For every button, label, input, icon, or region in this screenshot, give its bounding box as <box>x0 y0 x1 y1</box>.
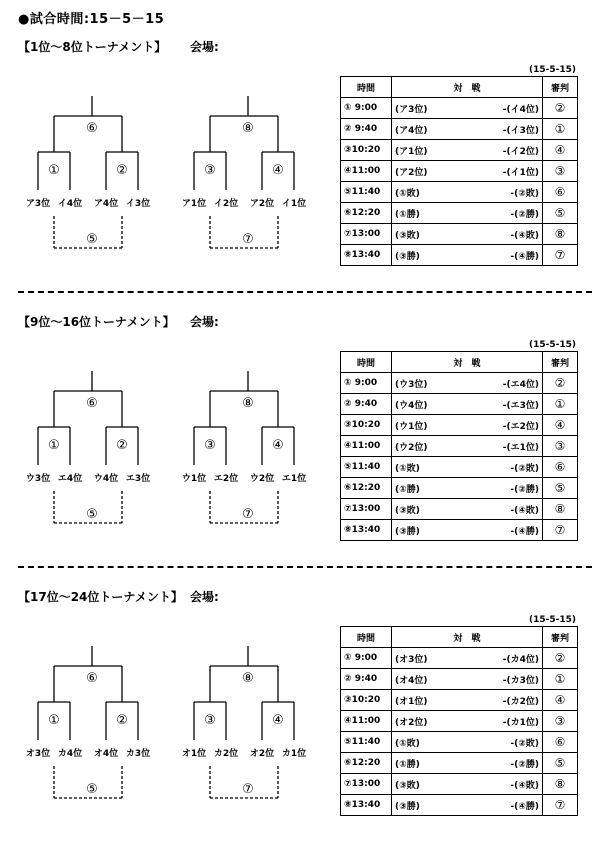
bracket-diagram <box>0 588 330 848</box>
match-team-b: -(④勝) <box>510 251 539 262</box>
match-cell <box>392 140 543 161</box>
bracket-team-label: エ2位 <box>213 474 239 484</box>
match-team-a: (①勝) <box>395 209 420 220</box>
referee-cell: ⑧ <box>543 499 578 520</box>
match-team-b: -(④勝) <box>510 526 539 537</box>
match-team-b: -(④敗) <box>510 780 539 791</box>
bracket-team-label: カ1位 <box>281 749 307 759</box>
table-row <box>341 119 578 140</box>
venue-label: 会場: <box>190 40 219 54</box>
match-team-b: -(④勝) <box>510 801 539 812</box>
match-team-b: -(カ4位) <box>502 654 539 665</box>
table-row <box>341 415 578 436</box>
bracket-team-label: エ4位 <box>57 474 83 484</box>
table-header-row <box>341 352 578 373</box>
match-time: ② 9:40 <box>341 669 392 690</box>
match-team-b: -(②敗) <box>510 188 539 199</box>
match-time: ③10:20 <box>341 690 392 711</box>
match-team-b: -(イ4位) <box>502 104 539 115</box>
match-time: ⑤11:40 <box>341 182 392 203</box>
bracket-team-label: オ2位 <box>249 749 275 759</box>
match-team-a: (ア1位) <box>395 146 428 157</box>
schedule-table <box>340 351 578 541</box>
table-row <box>341 711 578 732</box>
match-cell <box>392 457 543 478</box>
referee-cell: ① <box>543 119 578 140</box>
bracket-final-label: ⑧ <box>242 121 254 136</box>
match-cell <box>392 436 543 457</box>
match-time: ③10:20 <box>341 415 392 436</box>
match-team-b: -(イ2位) <box>502 146 539 157</box>
table-row <box>341 669 578 690</box>
match-time: ⑧13:40 <box>341 520 392 541</box>
section-title: 【1位～8位トーナメント】 <box>18 40 167 54</box>
referee-cell: ① <box>543 394 578 415</box>
column-header-ref: 審判 <box>543 77 578 98</box>
referee-cell: ⑦ <box>543 795 578 816</box>
match-time: ② 9:40 <box>341 394 392 415</box>
column-header-match: 対 戦 <box>392 352 543 373</box>
bracket-consolation-label: ⑤ <box>86 782 98 797</box>
match-team-b: -(②勝) <box>510 759 539 770</box>
match-time: ① 9:00 <box>341 648 392 669</box>
table-row <box>341 373 578 394</box>
referee-cell: ⑤ <box>543 203 578 224</box>
match-team-b: -(②勝) <box>510 209 539 220</box>
bracket-consolation-label: ⑤ <box>86 232 98 247</box>
referee-cell: ④ <box>543 415 578 436</box>
table-row <box>341 245 578 266</box>
match-team-a: (③敗) <box>395 230 420 241</box>
column-header-match: 対 戦 <box>392 77 543 98</box>
match-team-b: -(エ4位) <box>502 379 539 390</box>
venue-label: 会場: <box>190 590 219 604</box>
match-cell <box>392 520 543 541</box>
bracket-team-label: イ4位 <box>57 199 83 209</box>
match-time: ⑤11:40 <box>341 732 392 753</box>
referee-cell: ⑥ <box>543 457 578 478</box>
match-cell <box>392 182 543 203</box>
match-team-b: -(カ3位) <box>502 675 539 686</box>
bracket-right <box>182 96 306 248</box>
match-time: ④11:00 <box>341 161 392 182</box>
referee-cell: ⑧ <box>543 224 578 245</box>
match-cell <box>392 415 543 436</box>
bracket-team-label: カ2位 <box>213 749 239 759</box>
match-cell <box>392 478 543 499</box>
referee-cell: ④ <box>543 690 578 711</box>
match-cell <box>392 373 543 394</box>
match-time: ③10:20 <box>341 140 392 161</box>
bracket-team-label: ア3位 <box>25 199 51 209</box>
match-team-a: (①敗) <box>395 463 420 474</box>
bracket-diagram <box>0 38 330 298</box>
referee-cell: ② <box>543 98 578 119</box>
match-team-b: -(エ2位) <box>502 421 539 432</box>
bracket-right <box>182 371 306 523</box>
match-time: ④11:00 <box>341 711 392 732</box>
match-cell <box>392 394 543 415</box>
table-row <box>341 457 578 478</box>
table-row <box>341 690 578 711</box>
bracket-semi-label: ③ <box>204 713 216 728</box>
bracket-final-label: ⑥ <box>86 671 98 686</box>
table-row <box>341 224 578 245</box>
match-team-b: -(エ1位) <box>502 442 539 453</box>
page-title: ●試合時間:15－5－15 <box>18 12 165 27</box>
bracket-semi-label: ③ <box>204 438 216 453</box>
section-title: 【9位～16位トーナメント】 <box>18 315 175 329</box>
match-team-a: (ア4位) <box>395 125 428 136</box>
match-team-a: (ウ1位) <box>395 421 428 432</box>
referee-cell: ② <box>543 373 578 394</box>
table-row <box>341 774 578 795</box>
match-team-a: (オ3位) <box>395 654 428 665</box>
table-row <box>341 98 578 119</box>
bracket-right <box>182 646 306 798</box>
table-row <box>341 648 578 669</box>
match-time: ⑥12:20 <box>341 478 392 499</box>
match-team-b: -(カ2位) <box>502 696 539 707</box>
match-cell <box>392 669 543 690</box>
bracket-team-label: オ1位 <box>181 749 207 759</box>
tournament-section <box>0 38 612 298</box>
tournament-section <box>0 313 612 573</box>
column-header-ref: 審判 <box>543 352 578 373</box>
bracket-consolation-label: ⑦ <box>242 507 254 522</box>
bracket-final-label: ⑥ <box>86 396 98 411</box>
bracket-left <box>26 371 150 523</box>
match-team-a: (③敗) <box>395 505 420 516</box>
match-team-a: (③勝) <box>395 801 420 812</box>
bracket-semi-label: ④ <box>272 438 284 453</box>
match-team-b: -(②敗) <box>510 738 539 749</box>
bracket-team-label: ア2位 <box>249 199 275 209</box>
referee-cell: ⑤ <box>543 478 578 499</box>
schedule-date: (15-5-15) <box>528 65 576 75</box>
match-time: ⑦13:00 <box>341 774 392 795</box>
match-time: ⑧13:40 <box>341 245 392 266</box>
match-cell <box>392 795 543 816</box>
match-team-a: (③勝) <box>395 251 420 262</box>
match-team-b: -(イ3位) <box>502 125 539 136</box>
bracket-semi-label: ③ <box>204 163 216 178</box>
schedule-date: (15-5-15) <box>528 615 576 625</box>
match-team-a: (①敗) <box>395 188 420 199</box>
schedule-table <box>340 76 578 266</box>
bracket-team-label: オ3位 <box>25 749 51 759</box>
match-time: ② 9:40 <box>341 119 392 140</box>
match-cell <box>392 245 543 266</box>
match-team-a: (③敗) <box>395 780 420 791</box>
match-team-b: -(カ1位) <box>502 717 539 728</box>
referee-cell: ③ <box>543 711 578 732</box>
bracket-semi-label: ② <box>116 713 128 728</box>
match-cell <box>392 203 543 224</box>
match-cell <box>392 774 543 795</box>
referee-cell: ⑤ <box>543 753 578 774</box>
match-cell <box>392 161 543 182</box>
bracket-team-label: カ3位 <box>125 749 151 759</box>
table-row <box>341 499 578 520</box>
schedule-table <box>340 626 578 816</box>
match-cell <box>392 690 543 711</box>
section-title: 【17位～24位トーナメント】 <box>18 590 183 604</box>
referee-cell: ⑥ <box>543 182 578 203</box>
bracket-team-label: ア1位 <box>181 199 207 209</box>
table-row <box>341 436 578 457</box>
tournament-section <box>0 588 612 848</box>
bracket-semi-label: ① <box>48 713 60 728</box>
referee-cell: ③ <box>543 161 578 182</box>
table-header-row <box>341 77 578 98</box>
match-team-b: -(イ1位) <box>502 167 539 178</box>
bracket-semi-label: ④ <box>272 163 284 178</box>
bracket-semi-label: ② <box>116 438 128 453</box>
match-team-b: -(エ3位) <box>502 400 539 411</box>
bracket-team-label: エ1位 <box>281 474 307 484</box>
match-team-b: -(②勝) <box>510 484 539 495</box>
match-time: ⑥12:20 <box>341 203 392 224</box>
referee-cell: ① <box>543 669 578 690</box>
table-row <box>341 732 578 753</box>
venue-label: 会場: <box>190 315 219 329</box>
table-row <box>341 795 578 816</box>
match-cell <box>392 648 543 669</box>
match-time: ④11:00 <box>341 436 392 457</box>
bracket-team-label: ウ3位 <box>25 474 51 484</box>
column-header-time: 時間 <box>341 77 392 98</box>
match-team-a: (オ4位) <box>395 675 428 686</box>
match-team-a: (①敗) <box>395 738 420 749</box>
section-divider <box>18 566 592 568</box>
match-team-a: (③勝) <box>395 526 420 537</box>
table-row <box>341 520 578 541</box>
match-team-a: (①勝) <box>395 759 420 770</box>
referee-cell: ② <box>543 648 578 669</box>
bracket-team-label: イ3位 <box>125 199 151 209</box>
bracket-left <box>26 646 150 798</box>
bracket-semi-label: ① <box>48 163 60 178</box>
table-row <box>341 140 578 161</box>
match-team-a: (ア2位) <box>395 167 428 178</box>
match-time: ⑤11:40 <box>341 457 392 478</box>
column-header-match: 対 戦 <box>392 627 543 648</box>
match-team-a: (ア3位) <box>395 104 428 115</box>
match-time: ⑦13:00 <box>341 499 392 520</box>
bracket-consolation-label: ⑤ <box>86 507 98 522</box>
table-header-row <box>341 627 578 648</box>
match-cell <box>392 224 543 245</box>
schedule-date: (15-5-15) <box>528 340 576 350</box>
bracket-semi-label: ② <box>116 163 128 178</box>
referee-cell: ⑦ <box>543 245 578 266</box>
match-time: ⑥12:20 <box>341 753 392 774</box>
match-team-a: (ウ3位) <box>395 379 428 390</box>
match-team-a: (ウ2位) <box>395 442 428 453</box>
table-row <box>341 203 578 224</box>
table-row <box>341 478 578 499</box>
table-row <box>341 161 578 182</box>
bracket-team-label: ウ2位 <box>249 474 275 484</box>
match-time: ① 9:00 <box>341 98 392 119</box>
match-cell <box>392 98 543 119</box>
bracket-team-label: ウ1位 <box>181 474 207 484</box>
bracket-final-label: ⑥ <box>86 121 98 136</box>
match-cell <box>392 499 543 520</box>
bracket-consolation-label: ⑦ <box>242 782 254 797</box>
match-cell <box>392 711 543 732</box>
referee-cell: ④ <box>543 140 578 161</box>
table-row <box>341 394 578 415</box>
referee-cell: ⑦ <box>543 520 578 541</box>
table-row <box>341 753 578 774</box>
bracket-semi-label: ① <box>48 438 60 453</box>
bracket-team-label: オ4位 <box>93 749 119 759</box>
match-team-a: (ウ4位) <box>395 400 428 411</box>
match-time: ⑦13:00 <box>341 224 392 245</box>
match-team-a: (オ1位) <box>395 696 428 707</box>
match-team-b: -(④敗) <box>510 505 539 516</box>
bracket-team-label: エ3位 <box>125 474 151 484</box>
bracket-diagram <box>0 313 330 573</box>
bracket-final-label: ⑧ <box>242 671 254 686</box>
section-divider <box>18 291 592 293</box>
match-team-b: -(②敗) <box>510 463 539 474</box>
match-cell <box>392 753 543 774</box>
bracket-semi-label: ④ <box>272 713 284 728</box>
bracket-team-label: イ1位 <box>281 199 307 209</box>
referee-cell: ⑥ <box>543 732 578 753</box>
match-team-a: (①勝) <box>395 484 420 495</box>
match-team-a: (オ2位) <box>395 717 428 728</box>
bracket-left <box>26 96 150 248</box>
match-time: ⑧13:40 <box>341 795 392 816</box>
match-cell <box>392 119 543 140</box>
column-header-ref: 審判 <box>543 627 578 648</box>
match-team-b: -(④敗) <box>510 230 539 241</box>
bracket-team-label: イ2位 <box>213 199 239 209</box>
match-time: ① 9:00 <box>341 373 392 394</box>
column-header-time: 時間 <box>341 352 392 373</box>
referee-cell: ③ <box>543 436 578 457</box>
table-row <box>341 182 578 203</box>
bracket-team-label: カ4位 <box>57 749 83 759</box>
bracket-final-label: ⑧ <box>242 396 254 411</box>
bracket-team-label: ア4位 <box>93 199 119 209</box>
bracket-team-label: ウ4位 <box>93 474 119 484</box>
referee-cell: ⑧ <box>543 774 578 795</box>
bracket-consolation-label: ⑦ <box>242 232 254 247</box>
column-header-time: 時間 <box>341 627 392 648</box>
match-cell <box>392 732 543 753</box>
